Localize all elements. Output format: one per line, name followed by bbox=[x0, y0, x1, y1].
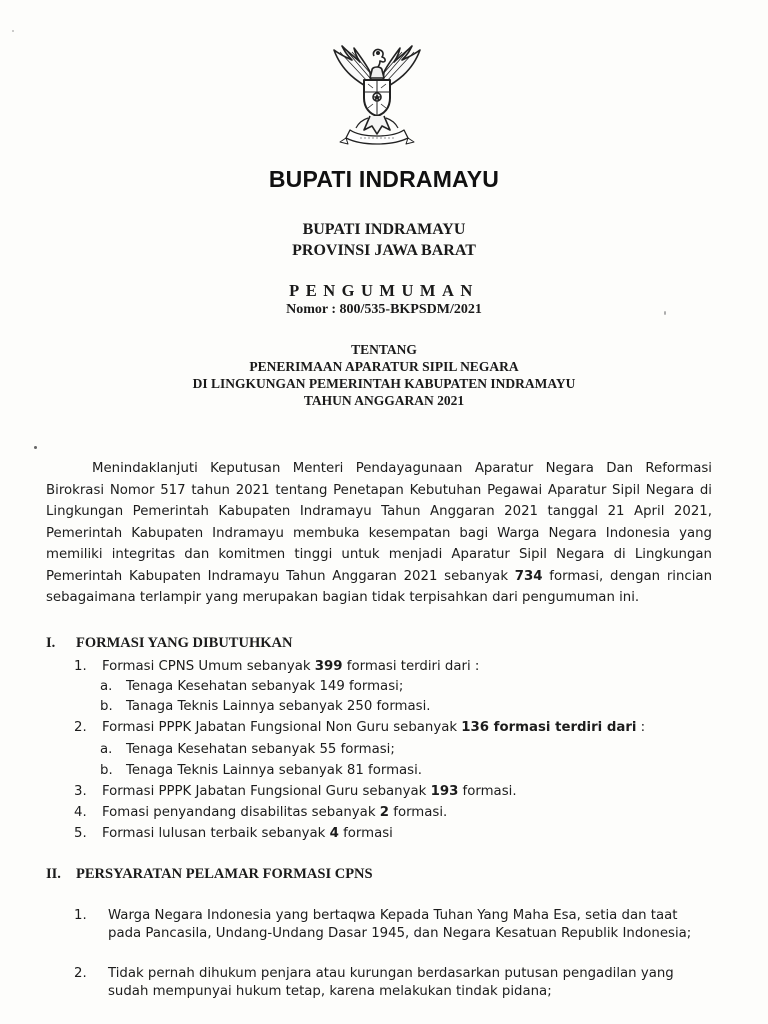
item-count: 193 bbox=[430, 784, 459, 799]
requirement-text: Tidak pernah dihukum penjara atau kurungan berdasarkan putusan pengadilan yang sudah mempunyai hukum tetap, karena melakukan tindak pidana; bbox=[108, 966, 674, 999]
subitem-letter: a. bbox=[100, 679, 113, 694]
list-item bbox=[74, 803, 447, 823]
section-number: II. bbox=[46, 866, 61, 882]
item-number: 4. bbox=[74, 805, 87, 820]
section-heading-persyaratan bbox=[46, 866, 373, 883]
subitem-text: Tenaga Teknis Lainnya sebanyak 81 formasi. bbox=[126, 763, 423, 778]
item-text: Formasi PPPK Jabatan Fungsional Non Guru sebanyak bbox=[102, 720, 462, 735]
requirement-item bbox=[74, 907, 714, 943]
total-formation-count: 734 bbox=[514, 568, 543, 584]
province-line: PROVINSI JAWA BARAT bbox=[292, 242, 476, 259]
scan-speck bbox=[34, 446, 37, 449]
item-number: 2. bbox=[74, 720, 87, 735]
item-number: 3. bbox=[74, 784, 87, 799]
subitem-letter: b. bbox=[100, 763, 113, 778]
list-subitem bbox=[100, 761, 422, 781]
subitem-text: Tenaga Kesehatan sebanyak 55 formasi; bbox=[126, 742, 395, 757]
requirement-number: 2. bbox=[74, 966, 87, 981]
requirement-number: 1. bbox=[74, 908, 87, 923]
subitem-letter: a. bbox=[100, 742, 113, 757]
item-text-end: formasi terdiri dari : bbox=[342, 659, 480, 674]
garuda-emblem-icon bbox=[328, 42, 426, 150]
item-text: Formasi lulusan terbaik sebanyak bbox=[102, 826, 330, 841]
scan-speck bbox=[664, 311, 666, 315]
item-text: Formasi CPNS Umum sebanyak bbox=[102, 659, 315, 674]
subject-label: TENTANG bbox=[351, 342, 417, 357]
item-text-end: formasi. bbox=[458, 784, 517, 799]
list-item bbox=[74, 718, 645, 738]
item-count: 2 bbox=[379, 805, 390, 820]
section-heading-formasi bbox=[46, 635, 292, 652]
item-text-end: : bbox=[636, 720, 646, 735]
document-number: Nomor : 800/535-BKPSDM/2021 bbox=[286, 302, 482, 317]
issuer-line: BUPATI INDRAMAYU bbox=[302, 221, 466, 238]
subitem-text: Tenaga Kesehatan sebanyak 149 formasi; bbox=[126, 679, 404, 694]
requirement-text: Warga Negara Indonesia yang bertaqwa Kepada Tuhan Yang Maha Esa, setia dan taat pada Pancasila, Undang-Undang Dasar 1945, dan Negara Kesatuan Republik Indonesia; bbox=[108, 908, 692, 941]
list-subitem bbox=[100, 677, 403, 697]
section-title: FORMASI YANG DIBUTUHKAN bbox=[76, 635, 293, 651]
list-item bbox=[74, 657, 479, 677]
list-subitem bbox=[100, 697, 431, 717]
subject-line-1: PENERIMAAN APARATUR SIPIL NEGARA bbox=[249, 359, 519, 374]
item-count: 399 bbox=[314, 659, 343, 674]
section-title: PERSYARATAN PELAMAR FORMASI CPNS bbox=[76, 866, 373, 882]
section-number: I. bbox=[46, 635, 56, 651]
announcement-heading: PENGUMUMAN bbox=[289, 281, 479, 300]
intro-text-end: formasi, dengan rincian sebagaimana terlampir yang merupakan bagian tidak terpisahkan dari pengumuman ini. bbox=[46, 568, 712, 606]
subitem-text: Tanaga Teknis Lainnya sebanyak 250 formasi. bbox=[126, 699, 431, 714]
letterhead-title: BUPATI INDRAMAYU bbox=[268, 166, 500, 192]
item-count: 4 bbox=[329, 826, 339, 841]
requirement-item bbox=[74, 965, 714, 1001]
scan-speck bbox=[12, 30, 14, 32]
list-subitem bbox=[100, 740, 395, 760]
item-text-end: formasi. bbox=[389, 805, 448, 820]
subitem-letter: b. bbox=[100, 699, 113, 714]
item-number: 5. bbox=[74, 826, 87, 841]
item-count: 136 formasi terdiri dari bbox=[461, 720, 637, 735]
item-number: 1. bbox=[74, 659, 87, 674]
item-text-end: formasi bbox=[338, 826, 393, 841]
list-item bbox=[74, 782, 517, 802]
intro-paragraph bbox=[46, 458, 712, 609]
subject-line-3: TAHUN ANGGARAN 2021 bbox=[303, 393, 465, 408]
item-text: Fomasi penyandang disabilitas sebanyak bbox=[102, 805, 380, 820]
intro-text: Menindaklanjuti Keputusan Menteri Pendayagunaan Aparatur Negara Dan Reformasi Birokrasi Nomor 517 tahun 2021 tentang Penetapan Kebutuhan Pegawai Aparatur Sipil Negara di Lingkungan Pemerintah Kabupaten Indramayu Tahun Anggaran 2021 tanggal 21 April 2021, Pemerintah Kabupaten Indramayu membuka kesempatan bagi Warga Negara Indonesia yang memiliki integritas dan komitmen tinggi untuk menjadi Aparatur Sipil Negara di Lingkungan Pemerintah Kabupaten Indramayu Tahun Anggaran 2021 sebanyak bbox=[46, 461, 712, 584]
item-text: Formasi PPPK Jabatan Fungsional Guru sebanyak bbox=[102, 784, 431, 799]
list-item bbox=[74, 824, 393, 844]
subject-line-2: DI LINGKUNGAN PEMERINTAH KABUPATEN INDRAMAYU bbox=[192, 376, 576, 391]
